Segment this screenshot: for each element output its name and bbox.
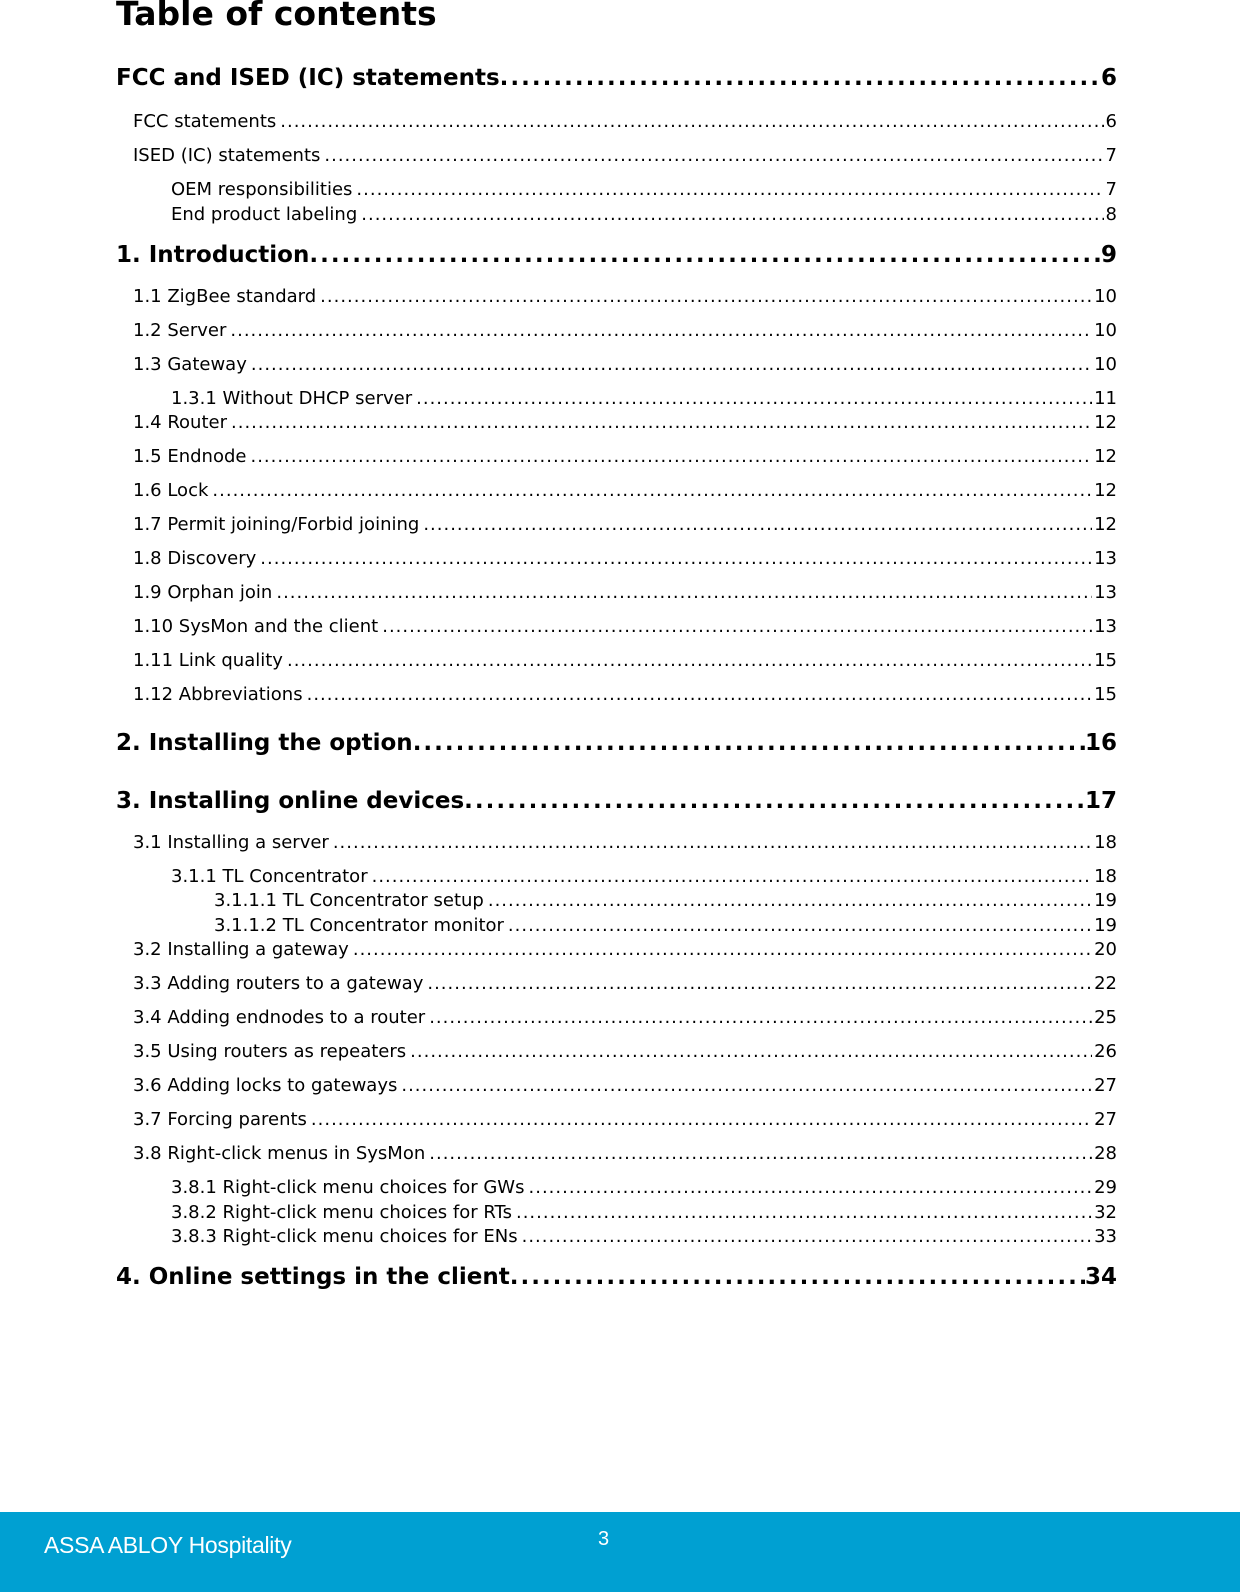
toc-entry-page: 13 xyxy=(1094,616,1117,637)
toc-entry[interactable] xyxy=(171,1202,1117,1223)
dot-leader xyxy=(361,204,1103,225)
toc-entry-page: 19 xyxy=(1094,890,1117,911)
toc-entry-label: 1.4 Router xyxy=(133,412,227,433)
toc-entry[interactable] xyxy=(116,65,1117,91)
toc-entry[interactable] xyxy=(133,1075,1117,1096)
toc-entry[interactable] xyxy=(133,650,1117,671)
toc-entry[interactable] xyxy=(116,1264,1117,1290)
toc-entry[interactable] xyxy=(133,320,1117,341)
dot-leader xyxy=(410,1041,1092,1062)
toc-entry-page: 13 xyxy=(1094,548,1117,569)
dot-leader xyxy=(510,1264,1085,1290)
toc-entry-label: 1.1 ZigBee standard xyxy=(133,286,317,307)
toc-entry[interactable] xyxy=(133,514,1117,535)
toc-entry-label: 1.6 Lock xyxy=(133,480,209,501)
toc-entry[interactable] xyxy=(133,1041,1117,1062)
toc-entry[interactable] xyxy=(133,684,1117,705)
toc-entry-label: 3.1.1.2 TL Concentrator monitor xyxy=(214,915,504,936)
toc-entry-page: 18 xyxy=(1094,832,1117,853)
toc-entry-label: FCC statements xyxy=(133,111,277,132)
toc-entry-page: 17 xyxy=(1084,788,1117,814)
toc-entry-label: 3.8 Right-click menus in SysMon xyxy=(133,1143,426,1164)
dot-leader xyxy=(401,1075,1092,1096)
toc-entry-page: 15 xyxy=(1094,684,1117,705)
toc-entry-page: 6 xyxy=(1105,111,1117,132)
toc-entry-page: 7 xyxy=(1105,145,1117,166)
toc-entry[interactable] xyxy=(133,354,1117,375)
toc-entry[interactable] xyxy=(133,446,1117,467)
toc-entry[interactable] xyxy=(133,480,1117,501)
dot-leader xyxy=(287,650,1092,671)
dot-leader xyxy=(372,866,1093,887)
toc-entry[interactable] xyxy=(171,388,1117,409)
dot-leader xyxy=(508,915,1092,936)
toc-entry[interactable] xyxy=(133,145,1117,166)
toc-entry[interactable] xyxy=(133,111,1117,132)
toc-entry[interactable] xyxy=(116,242,1117,268)
dot-leader xyxy=(464,788,1085,814)
toc-entry-label: 4. Online settings in the client xyxy=(116,1264,510,1290)
toc-entry[interactable] xyxy=(214,915,1117,936)
dot-leader xyxy=(353,939,1092,960)
toc-entry[interactable] xyxy=(116,788,1117,814)
toc-entry-label: 1.10 SysMon and the client xyxy=(133,616,379,637)
dot-leader xyxy=(276,582,1092,603)
toc-entry-page: 12 xyxy=(1094,412,1117,433)
footer-bar xyxy=(0,1512,1240,1592)
toc-entry-label: 3.8.2 Right-click menu choices for RTs xyxy=(171,1202,512,1223)
toc-entry-page: 10 xyxy=(1094,286,1117,307)
dot-leader xyxy=(423,514,1092,535)
toc-entry[interactable] xyxy=(133,1143,1117,1164)
toc-entry-label: 3.8.3 Right-click menu choices for ENs xyxy=(171,1226,518,1247)
toc-entry-label: 1.9 Orphan join xyxy=(133,582,273,603)
dot-leader xyxy=(212,480,1092,501)
toc-entry[interactable] xyxy=(133,286,1117,307)
toc-entry[interactable] xyxy=(133,582,1117,603)
toc-entry-label: 1.12 Abbreviations xyxy=(133,684,303,705)
dot-leader xyxy=(230,320,1092,341)
toc-entry-label: ISED (IC) statements xyxy=(133,145,321,166)
toc-entry-label: 3.1.1 TL Concentrator xyxy=(171,866,368,887)
toc-entry-page: 15 xyxy=(1094,650,1117,671)
toc-entry-label: 1.11 Link quality xyxy=(133,650,283,671)
toc-entry-label: 3.7 Forcing parents xyxy=(133,1109,307,1130)
toc-entry-label: 3. Installing online devices xyxy=(116,788,465,814)
toc-entry-page: 32 xyxy=(1094,1202,1117,1223)
dot-leader xyxy=(382,616,1092,637)
dot-leader xyxy=(320,286,1092,307)
dot-leader xyxy=(488,890,1092,911)
toc-entry-label: 2. Installing the option xyxy=(116,730,413,756)
toc-entry-label: 3.6 Adding locks to gateways xyxy=(133,1075,398,1096)
dot-leader xyxy=(309,242,1101,268)
toc-entry-page: 26 xyxy=(1094,1041,1117,1062)
dot-leader xyxy=(356,179,1103,200)
toc-entry-page: 13 xyxy=(1094,582,1117,603)
toc-entry-label: 3.5 Using routers as repeaters xyxy=(133,1041,407,1062)
toc-entry-page: 10 xyxy=(1094,320,1117,341)
dot-leader xyxy=(416,388,1092,409)
toc-entry[interactable] xyxy=(171,204,1117,225)
toc-entry-page: 18 xyxy=(1094,866,1117,887)
toc-entry-page: 8 xyxy=(1105,204,1117,225)
toc-entry[interactable] xyxy=(171,866,1117,887)
toc-entry[interactable] xyxy=(116,730,1117,756)
dot-leader xyxy=(260,548,1092,569)
toc-entry-page: 19 xyxy=(1094,915,1117,936)
toc-entry[interactable] xyxy=(171,1226,1117,1247)
toc-entry[interactable] xyxy=(171,1177,1117,1198)
toc-entry-page: 10 xyxy=(1094,354,1117,375)
toc-entry-page: 12 xyxy=(1094,480,1117,501)
dot-leader xyxy=(522,1226,1093,1247)
toc-entry-page: 12 xyxy=(1094,514,1117,535)
dot-leader xyxy=(250,446,1092,467)
toc-entry-label: 1.8 Discovery xyxy=(133,548,257,569)
dot-leader xyxy=(324,145,1103,166)
brand-name: ASSA ABLOY Hospitality xyxy=(44,1532,292,1558)
toc-entry-label: OEM responsibilities xyxy=(171,179,353,200)
dot-leader xyxy=(333,832,1092,853)
toc-entry-label: End product labeling xyxy=(171,204,358,225)
toc-entry-page: 25 xyxy=(1094,1007,1117,1028)
toc-entry[interactable] xyxy=(214,890,1117,911)
toc-entry[interactable] xyxy=(133,1007,1117,1028)
toc-entry[interactable] xyxy=(133,973,1117,994)
toc-entry-label: 1.3 Gateway xyxy=(133,354,247,375)
toc-entry[interactable] xyxy=(133,412,1117,433)
toc-entry-label: 3.8.1 Right-click menu choices for GWs xyxy=(171,1177,525,1198)
toc-entry[interactable] xyxy=(133,616,1117,637)
toc-entry-page: 7 xyxy=(1105,179,1117,200)
toc-entry[interactable] xyxy=(171,179,1117,200)
toc-entry-page: 34 xyxy=(1084,1264,1117,1290)
toc-entry-page: 6 xyxy=(1100,65,1117,91)
toc-entry-label: 1.7 Permit joining/Forbid joining xyxy=(133,514,420,535)
dot-leader xyxy=(516,1202,1092,1223)
toc-entry-label: FCC and ISED (IC) statements xyxy=(116,65,500,91)
toc-entry-page: 29 xyxy=(1094,1177,1117,1198)
toc-entry-page: 22 xyxy=(1094,973,1117,994)
page-title: Table of contents xyxy=(116,0,437,33)
toc-entry[interactable] xyxy=(133,548,1117,569)
toc-entry-page: 12 xyxy=(1094,446,1117,467)
toc-entry-page: 28 xyxy=(1094,1143,1117,1164)
toc-entry[interactable] xyxy=(133,939,1117,960)
toc-entry-page: 9 xyxy=(1100,242,1117,268)
toc-entry-page: 16 xyxy=(1084,730,1117,756)
toc-entry-label: 1.5 Endnode xyxy=(133,446,247,467)
dot-leader xyxy=(413,730,1085,756)
toc-entry[interactable] xyxy=(133,832,1117,853)
toc-entry-label: 1.2 Server xyxy=(133,320,227,341)
dot-leader xyxy=(429,1143,1092,1164)
toc-entry-label: 3.1 Installing a server xyxy=(133,832,329,853)
toc-entry-label: 1. Introduction xyxy=(116,242,310,268)
toc-entry-page: 11 xyxy=(1094,388,1117,409)
toc-entry[interactable] xyxy=(133,1109,1117,1130)
toc-entry-page: 27 xyxy=(1094,1109,1117,1130)
dot-leader xyxy=(427,973,1092,994)
toc-entry-label: 3.4 Adding endnodes to a router xyxy=(133,1007,426,1028)
dot-leader xyxy=(500,65,1101,91)
dot-leader xyxy=(429,1007,1092,1028)
dot-leader xyxy=(307,684,1093,705)
dot-leader xyxy=(311,1109,1092,1130)
toc-entry-label: 3.3 Adding routers to a gateway xyxy=(133,973,424,994)
dot-leader xyxy=(251,354,1092,375)
dot-leader xyxy=(231,412,1092,433)
dot-leader xyxy=(280,111,1103,132)
toc-entry-page: 27 xyxy=(1094,1075,1117,1096)
toc-entry-label: 3.1.1.1 TL Concentrator setup xyxy=(214,890,484,911)
toc-entry-label: 3.2 Installing a gateway xyxy=(133,939,349,960)
toc-entry-page: 33 xyxy=(1094,1226,1117,1247)
toc-entry-label: 1.3.1 Without DHCP server xyxy=(171,388,413,409)
page-number: 3 xyxy=(598,1528,610,1550)
toc-entry-page: 20 xyxy=(1094,939,1117,960)
dot-leader xyxy=(529,1177,1093,1198)
